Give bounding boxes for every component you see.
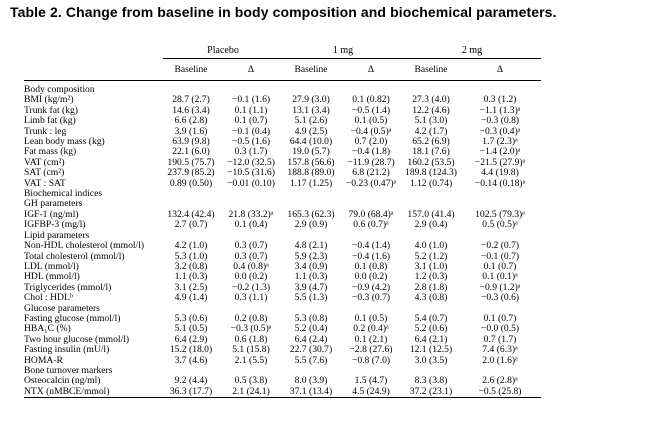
delta-cell: 0.1 (0.7) <box>483 312 517 324</box>
group-header-2mg: 2 mg <box>403 42 541 59</box>
delta-cell: −0.4 (1.4) <box>351 240 391 252</box>
delta-cell: 0.4 (0.8)ᵃ <box>233 260 269 272</box>
baseline-cell: 5.1 (2.6) <box>294 115 328 127</box>
baseline-cell: 3.1 (1.0) <box>414 260 448 272</box>
baseline-cell: 5.5 (1.3) <box>294 292 328 304</box>
baseline-cell: 4.0 (1.0) <box>414 240 448 252</box>
delta-cell: 2.6 (2.8)ᵃ <box>482 375 518 387</box>
baseline-cell: 4.9 (2.5) <box>294 125 328 137</box>
baseline-cell: 13.1 (3.4) <box>292 104 330 116</box>
delta-cell: −0.3 (0.7) <box>351 292 391 304</box>
delta-cell: −0.01 (0.10) <box>227 177 275 189</box>
delta-cell: −0.3 (0.8) <box>480 115 520 127</box>
row-label: Two hour glucose (mmol/l) <box>24 333 130 345</box>
delta-cell: −0.14 (0.18)ᵃ <box>474 177 526 189</box>
delta-cell: 0.1 (0.5) <box>354 115 388 127</box>
delta-cell: 0.1 (1.1) <box>234 104 268 116</box>
baseline-cell: 64.4 (10.0) <box>289 136 333 148</box>
delta-cell: −0.4 (1.8) <box>351 146 391 158</box>
baseline-cell: 189.8 (124.3) <box>405 167 457 179</box>
row-label: VAT (cm²) <box>24 156 65 168</box>
delta-cell: 0.1 (0.7) <box>234 115 268 127</box>
baseline-cell: 22.7 (30.7) <box>289 344 333 356</box>
delta-cell: −1.4 (2.0)ᵃ <box>479 146 521 158</box>
baseline-cell <box>403 189 459 199</box>
row-label: HDL (mmol/l) <box>24 271 80 283</box>
table-row <box>24 210 541 220</box>
baseline-cell: 5.4 (0.7) <box>414 312 448 324</box>
table-row <box>24 283 541 293</box>
delta-cell: 4.4 (19.8) <box>481 167 519 179</box>
baseline-cell: 132.4 (42.4) <box>167 208 215 220</box>
table-title: Table 2. Change from baseline in body composition and biochemical parameters. <box>10 4 557 20</box>
delta-cell <box>459 189 541 199</box>
row-label: IGFBP-3 (mg/l) <box>24 219 86 231</box>
table-row <box>24 314 541 324</box>
row-label: Lipid parameters <box>24 229 90 241</box>
baseline-cell: 1.12 (0.74) <box>409 177 453 189</box>
row-label: Total cholesterol (mmol/l) <box>24 250 125 262</box>
delta-cell: −11.9 (28.7) <box>347 156 395 168</box>
delta-cell <box>219 189 283 199</box>
baseline-cell: 37.2 (23.1) <box>403 387 459 398</box>
delta-cell: 2.1 (5.5) <box>234 354 268 366</box>
baseline-cell: 5.2 (0.4) <box>294 323 328 335</box>
baseline-cell: 5.2 (0.6) <box>414 323 448 335</box>
row-label: Limb fat (kg) <box>24 115 76 127</box>
table-row <box>24 345 541 355</box>
baseline-cell: 19.0 (5.7) <box>292 146 330 158</box>
baseline-cell: 4.2 (1.0) <box>174 240 208 252</box>
delta-cell: −0.1 (0.4) <box>231 125 271 137</box>
baseline-cell: 160.2 (53.5) <box>407 156 455 168</box>
delta-cell: −0.1 (0.7) <box>480 250 520 262</box>
baseline-cell: 5.1 (3.0) <box>414 115 448 127</box>
table-row <box>24 387 541 398</box>
delta-cell: 0.0 (0.2) <box>354 271 388 283</box>
baseline-cell: 2.7 (0.7) <box>174 219 208 231</box>
row-label: SAT (cm²) <box>24 167 65 179</box>
row-label: Fat mass (kg) <box>24 146 77 158</box>
delta-cell: 0.3 (1.2) <box>483 94 517 106</box>
delta-cell: 21.8 (33.2)ᵃ <box>228 208 274 220</box>
row-label: Biochemical indices <box>24 188 103 200</box>
row-label: Trunk : leg <box>24 125 67 137</box>
delta-cell: −0.8 (7.0) <box>351 354 391 366</box>
delta-cell: −0.3 (0.4)ᵃ <box>479 125 521 137</box>
baseline-cell: 28.7 (2.7) <box>172 94 210 106</box>
table-row <box>24 106 541 116</box>
baseline-cell: 190.5 (75.7) <box>167 156 215 168</box>
baseline-cell: 22.1 (6.0) <box>172 146 210 158</box>
group-header-placebo: Placebo <box>163 42 283 59</box>
baseline-cell: 4.9 (1.4) <box>174 292 208 304</box>
table-row <box>24 199 541 209</box>
delta-cell: 0.1 (2.1) <box>354 333 388 345</box>
delta-cell: 0.2 (0.8) <box>234 312 268 324</box>
row-label: Osteocalcin (ng/ml) <box>24 375 101 387</box>
row-label: IGF-1 (ng/ml) <box>24 208 79 220</box>
table-row <box>24 252 541 262</box>
baseline-cell: 157.8 (56.6) <box>287 156 335 168</box>
table-row <box>24 137 541 147</box>
section-row <box>24 366 541 376</box>
row-label: Glucose parameters <box>24 302 100 314</box>
delta-cell: 2.0 (1.6)ᵃ <box>482 354 518 366</box>
row-label: Chol : HDLᵇ <box>24 292 73 304</box>
delta-cell: 0.1 (0.5) <box>354 312 388 324</box>
delta-cell: 5.1 (15.8) <box>232 344 270 356</box>
table-row <box>24 241 541 251</box>
baseline-cell: 63.9 (9.8) <box>172 136 210 148</box>
delta-cell: −0.9 (4.2) <box>351 281 391 293</box>
delta-cell: 0.7 (1.7) <box>483 333 517 345</box>
baseline-cell: 5.1 (0.5) <box>174 323 208 335</box>
baseline-cell: 65.2 (6.9) <box>412 136 450 148</box>
delta-cell: 0.1 (0.7) <box>483 260 517 272</box>
table-row <box>24 168 541 178</box>
delta-cell: −0.0 (0.5) <box>480 323 520 335</box>
delta-cell: 2.1 (24.1) <box>219 387 283 398</box>
baseline-cell: 6.4 (2.1) <box>414 333 448 345</box>
baseline-cell: 5.3 (0.8) <box>294 312 328 324</box>
delta-cell: −0.3 (0.6) <box>480 292 520 304</box>
table-row <box>24 147 541 157</box>
table-row <box>24 293 541 303</box>
delta-cell: 0.3 (0.7) <box>234 250 268 262</box>
delta-cell: −0.4 (1.6) <box>351 250 391 262</box>
delta-cell: −0.5 (25.8) <box>459 387 541 398</box>
delta-cell: 0.6 (0.7)ᵃ <box>353 219 389 231</box>
baseline-cell: 3.4 (0.9) <box>294 260 328 272</box>
row-label: Lean body mass (kg) <box>24 136 105 148</box>
row-label: Triglycerides (mmol/l) <box>24 281 112 293</box>
delta-cell: 0.5 (3.8) <box>234 375 268 387</box>
group-header-row <box>24 42 541 59</box>
delta-cell: 7.4 (6.3)ᵃ <box>482 344 518 356</box>
baseline-cell: 4.3 (0.8) <box>414 292 448 304</box>
delta-cell: 79.0 (68.4)ᵃ <box>348 208 394 220</box>
delta-cell: 0.5 (0.5)ᵃ <box>482 219 518 231</box>
baseline-cell: 237.9 (85.2) <box>167 167 215 179</box>
baseline-cell: 14.6 (3.4) <box>172 104 210 116</box>
delta-cell: −0.1 (1.6) <box>231 94 271 106</box>
delta-cell: 0.1 (0.8) <box>354 260 388 272</box>
delta-cell: 4.5 (24.9) <box>339 387 403 398</box>
baseline-cell: 0.89 (0.50) <box>169 177 213 189</box>
row-label: Fasting insulin (mU/l) <box>24 344 110 356</box>
baseline-cell: 3.9 (4.7) <box>294 281 328 293</box>
group-header-1mg: 1 mg <box>283 42 403 59</box>
delta-cell: −0.2 (0.7) <box>480 240 520 252</box>
delta-cell: −10.5 (31.6) <box>227 167 275 179</box>
delta-cell: −0.3 (0.5)ᵃ <box>230 323 272 335</box>
delta-cell: 0.3 (1.1) <box>234 292 268 304</box>
subheader-delta: Δ <box>459 59 541 81</box>
baseline-cell: 27.3 (4.0) <box>412 94 450 106</box>
baseline-cell: 9.2 (4.4) <box>174 375 208 387</box>
subheader-baseline: Baseline <box>403 59 459 81</box>
table-body <box>24 85 541 398</box>
baseline-cell: 2.8 (1.8) <box>414 281 448 293</box>
baseline-cell: 3.1 (2.5) <box>174 281 208 293</box>
baseline-cell: 3.2 (0.8) <box>174 260 208 272</box>
row-label: HBA₁C (%) <box>24 323 71 335</box>
delta-cell: 1.7 (2.3)ᵃ <box>482 136 518 148</box>
delta-cell: 0.1 (0.1)ᵃ <box>482 271 518 283</box>
baseline-cell: 2.9 (0.4) <box>414 219 448 231</box>
baseline-cell: 188.8 (89.0) <box>287 167 335 179</box>
delta-cell: 0.1 (0.4) <box>234 219 268 231</box>
delta-cell: 102.5 (79.3)ᵃ <box>475 208 525 220</box>
baseline-cell: 8.0 (3.9) <box>294 375 328 387</box>
baseline-cell: 1.17 (1.25) <box>289 177 333 189</box>
baseline-cell: 5.2 (1.2) <box>414 250 448 262</box>
baseline-cell: 8.3 (3.8) <box>414 375 448 387</box>
delta-cell: 6.8 (21.2) <box>352 167 390 179</box>
baseline-cell: 3.0 (3.5) <box>414 354 448 366</box>
row-label: NTX (nMBCE/mmol) <box>24 387 163 398</box>
subheader-baseline: Baseline <box>283 59 339 81</box>
baseline-cell: 2.9 (0.9) <box>294 219 328 231</box>
baseline-cell: 5.9 (2.3) <box>294 250 328 262</box>
baseline-cell: 3.7 (4.6) <box>174 354 208 366</box>
subheader-row <box>24 59 541 81</box>
delta-cell: −0.9 (1.2)ᵃ <box>479 281 521 293</box>
delta-cell <box>339 189 403 199</box>
delta-cell: −0.5 (1.4) <box>351 104 391 116</box>
section-row <box>24 85 541 95</box>
baseline-cell: 5.5 (7.6) <box>294 354 328 366</box>
delta-cell: 0.2 (0.4)ᵃ <box>353 323 389 335</box>
delta-cell: 0.1 (0.82) <box>352 94 390 106</box>
baseline-cell <box>163 189 219 199</box>
baseline-cell: 1.1 (0.3) <box>174 271 208 283</box>
row-label: GH parameters <box>24 198 83 210</box>
baseline-cell: 18.1 (7.6) <box>412 146 450 158</box>
section-row <box>24 189 541 199</box>
table-row <box>24 116 541 126</box>
baseline-cell: 12.1 (12.5) <box>409 344 453 356</box>
delta-cell: 0.6 (1.8) <box>234 333 268 345</box>
row-label: LDL (mmol/l) <box>24 260 79 272</box>
baseline-cell: 12.2 (4.6) <box>412 104 450 116</box>
baseline-cell: 36.3 (17.7) <box>163 387 219 398</box>
row-label: HOMA-R <box>24 354 63 366</box>
delta-cell: 1.5 (4.7) <box>354 375 388 387</box>
subheader-baseline: Baseline <box>163 59 219 81</box>
baseline-cell: 5.3 (0.6) <box>174 312 208 324</box>
subheader-delta: Δ <box>339 59 403 81</box>
delta-cell: −21.5 (27.9)ᵃ <box>474 156 526 168</box>
row-label: Fasting glucose (mmol/l) <box>24 312 121 324</box>
row-label: Body composition <box>24 84 95 95</box>
baseline-cell: 6.4 (2.4) <box>294 333 328 345</box>
baseline-cell: 1.1 (0.3) <box>294 271 328 283</box>
baseline-cell: 6.6 (2.8) <box>174 115 208 127</box>
delta-cell: −0.2 (1.3) <box>231 281 271 293</box>
baseline-cell: 6.4 (2.9) <box>174 333 208 345</box>
row-label: VAT : SAT <box>24 177 66 189</box>
row-label: BMI (kg/m²) <box>24 94 74 106</box>
delta-cell: −1.1 (1.3)ᵃ <box>479 104 521 116</box>
baseline-cell: 37.1 (13.4) <box>283 387 339 398</box>
delta-cell: 0.0 (0.2) <box>234 271 268 283</box>
baseline-cell: 157.0 (41.4) <box>407 208 455 220</box>
row-label: Non-HDL cholesterol (mmol/l) <box>24 240 145 252</box>
baseline-cell: 3.9 (1.6) <box>174 125 208 137</box>
table-row <box>24 158 541 168</box>
table-row <box>24 262 541 272</box>
row-label: Trunk fat (kg) <box>24 104 79 116</box>
delta-cell: 0.7 (2.0) <box>354 136 388 148</box>
baseline-cell: 4.8 (2.1) <box>294 240 328 252</box>
row-label: Bone turnover markers <box>24 364 113 376</box>
delta-cell: 0.3 (1.7) <box>234 146 268 158</box>
delta-cell: −0.5 (1.6) <box>231 136 271 148</box>
baseline-cell: 4.2 (1.7) <box>414 125 448 137</box>
delta-cell: −12.0 (32.5) <box>227 156 275 168</box>
baseline-cell: 1.2 (0.3) <box>414 271 448 283</box>
subheader-delta: Δ <box>219 59 283 81</box>
delta-cell: −0.4 (0.5)ᵃ <box>350 125 392 137</box>
baseline-cell: 15.2 (18.0) <box>169 344 213 356</box>
table-row <box>24 220 541 230</box>
delta-cell: −2.8 (27.6) <box>349 344 393 356</box>
delta-cell: 0.3 (0.7) <box>234 240 268 252</box>
delta-cell: −0.23 (0.47)ᵃ <box>345 177 397 189</box>
baseline-cell <box>283 189 339 199</box>
table-row <box>24 95 541 105</box>
results-table <box>24 42 541 398</box>
baseline-cell: 27.9 (3.0) <box>292 94 330 106</box>
baseline-cell: 5.3 (1.0) <box>174 250 208 262</box>
baseline-cell: 165.3 (62.3) <box>287 208 335 220</box>
